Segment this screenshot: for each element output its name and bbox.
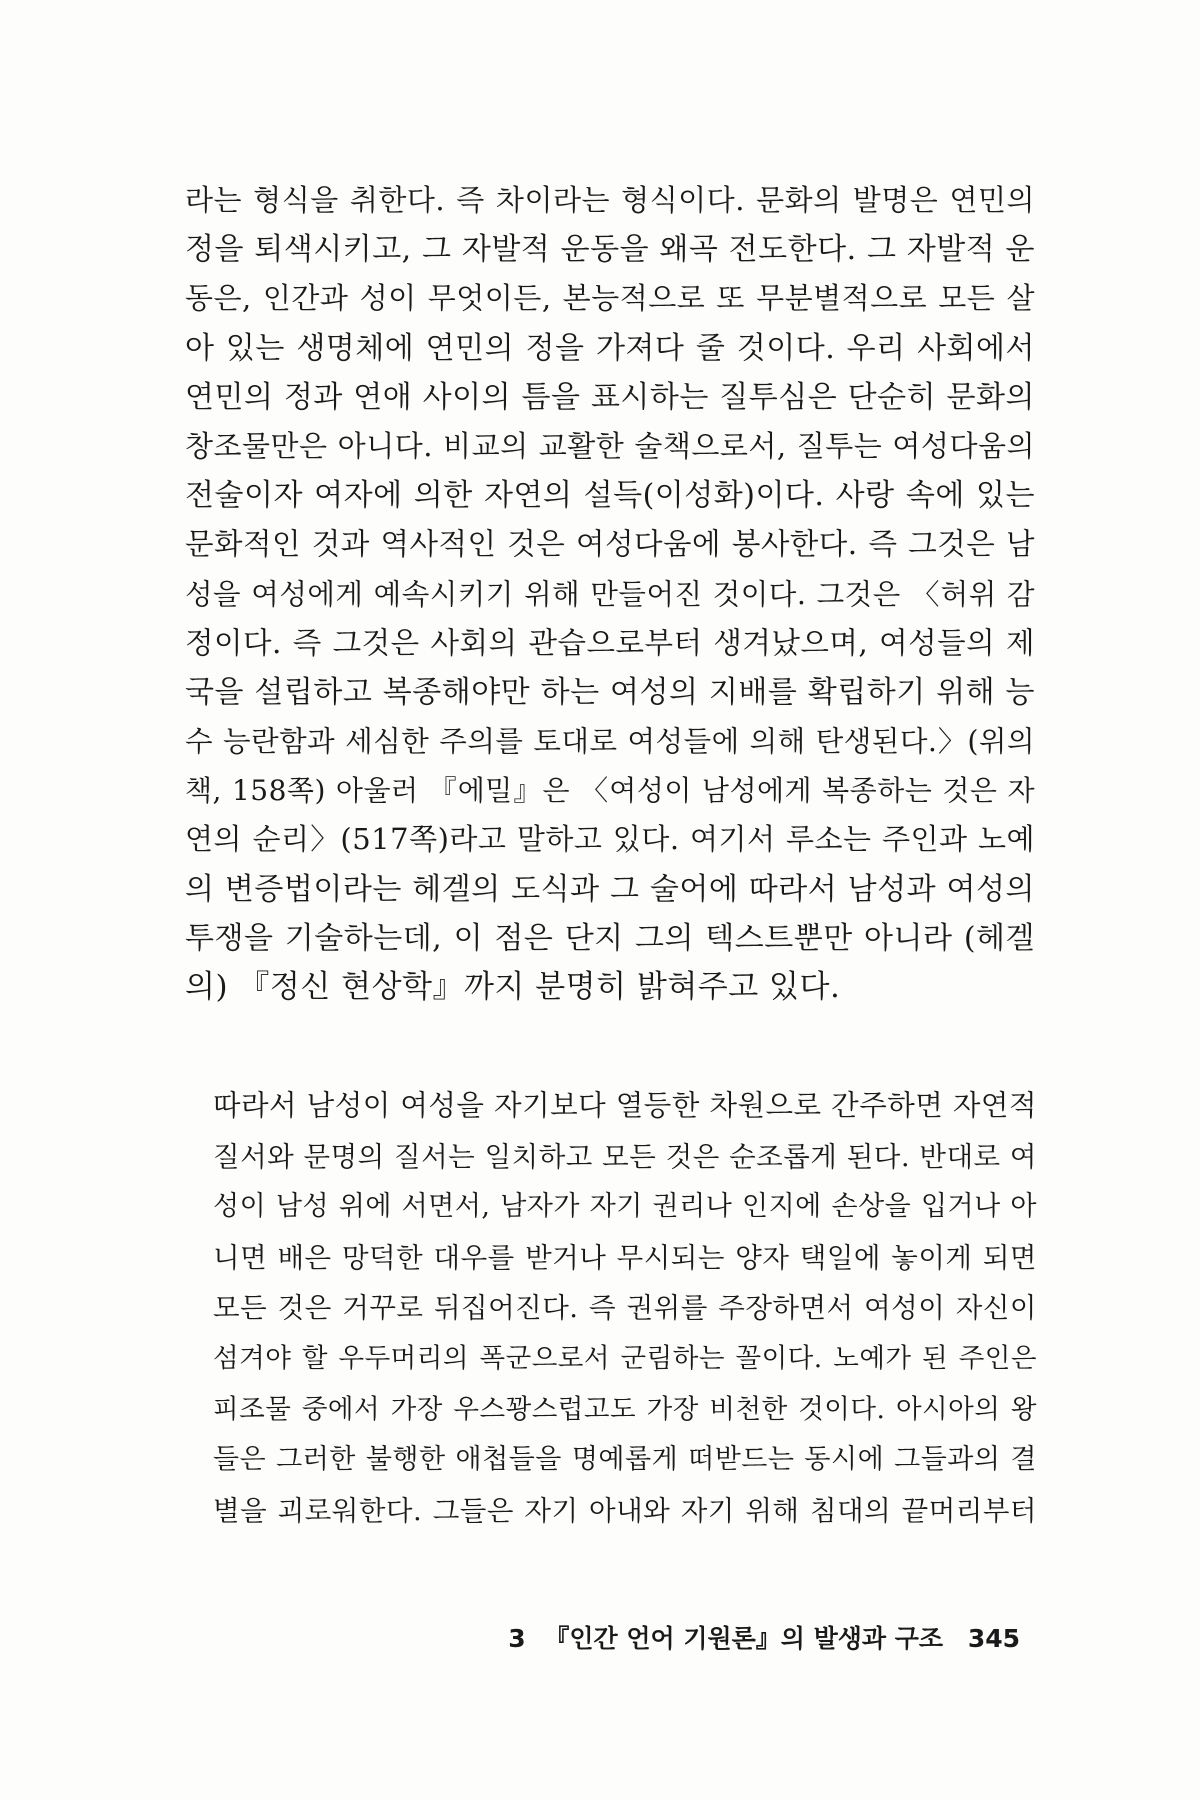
text-line: 정을 퇴색시키고, 그 자발적 운동을 왜곡 전도한다. 그 자발적 운: [185, 232, 1035, 268]
page-number: 345: [967, 1624, 1020, 1653]
text-line: 전술이자 여자에 의한 자연의 설득(이성화)이다. 사랑 속에 있는: [185, 478, 1035, 514]
text-line: 의 변증법이라는 헤겔의 도식과 그 술어에 따라서 남성과 여성의: [185, 871, 1035, 907]
text-line: 니면 배은 망덕한 대우를 받거나 무시되는 양자 택일에 놓이게 되면: [213, 1241, 1037, 1274]
text-line: 정이다. 즉 그것은 사회의 관습으로부터 생겨났으며, 여성들의 제: [185, 625, 1035, 660]
paragraph-1: [185, 176, 1035, 1012]
text-line: 라는 형식을 취한다. 즉 차이라는 형식이다. 문화의 발명은 연민의: [185, 183, 1035, 217]
text-line: 별을 괴로워한다. 그들은 자기 아내와 자기 위해 침대의 끝머리부터: [213, 1494, 1037, 1527]
text-line: 수 능란함과 세심한 주의를 토대로 여성들에 의해 탄생된다.〉(위의: [185, 725, 1035, 759]
text-line: 책, 158쪽) 아울러 『에밀』은 〈여성이 남성에게 복종하는 것은 자: [185, 774, 1035, 808]
text-line: 섬겨야 할 우두머리의 폭군으로서 군림하는 꼴이다. 노예가 된 주인은: [213, 1342, 1037, 1374]
text-line: 모든 것은 거꾸로 뒤집어진다. 즉 권위를 주장하면서 여성이 자신이: [213, 1292, 1037, 1325]
text-line: 국을 설립하고 복종해야만 하는 여성의 지배를 확립하기 위해 능: [185, 674, 1035, 710]
text-line: 의) 『정신 현상학』까지 분명히 밝혀주고 있다.: [185, 969, 841, 1005]
text-line: 성을 여성에게 예속시키기 위해 만들어진 것이다. 그것은 〈허위 감: [185, 577, 1035, 611]
text-line: 연의 순리〉(517쪽)라고 말하고 있다. 여기서 루소는 주인과 노예: [185, 822, 1035, 857]
chapter-number: 3: [508, 1624, 526, 1653]
text-line: 문화적인 것과 역사적인 것은 여성다움에 봉사한다. 즉 그것은 남: [185, 527, 1035, 562]
text-line: 질서와 문명의 질서는 일치하고 모든 것은 순조롭게 된다. 반대로 여: [213, 1140, 1037, 1173]
text-line: 아 있는 생명체에 연민의 정을 가져다 줄 것이다. 우리 사회에서: [185, 330, 1035, 366]
text-line: 성이 남성 위에 서면서, 남자가 자기 권리나 인지에 손상을 입거나 아: [213, 1191, 1037, 1223]
text-line: 피조물 중에서 가장 우스꽝스럽고도 가장 비천한 것이다. 아시아의 왕: [213, 1393, 1037, 1425]
paragraph-2: [213, 1081, 1037, 1536]
chapter-title: 『인간 언어 기원론』의 발생과 구조: [544, 1624, 944, 1653]
text-line: 들은 그러한 불행한 애첩들을 명예롭게 떠받드는 동시에 그들과의 결: [213, 1444, 1037, 1476]
text-line: 창조물만은 아니다. 비교의 교활한 술책으로서, 질투는 여성다움의: [185, 428, 1035, 463]
text-line: 따라서 남성이 여성을 자기보다 열등한 차원으로 간주하면 자연적: [213, 1089, 1037, 1122]
running-footer: [500, 1619, 1020, 1659]
text-line: 동은, 인간과 성이 무엇이든, 본능적으로 또 무분별적으로 모든 살: [185, 281, 1035, 316]
text-line: 연민의 정과 연애 사이의 틈을 표시하는 질투심은 단순히 문화의: [185, 379, 1035, 415]
text-line: 투쟁을 기술하는데, 이 점은 단지 그의 텍스트뿐만 아니라 (헤겔: [185, 920, 1035, 956]
